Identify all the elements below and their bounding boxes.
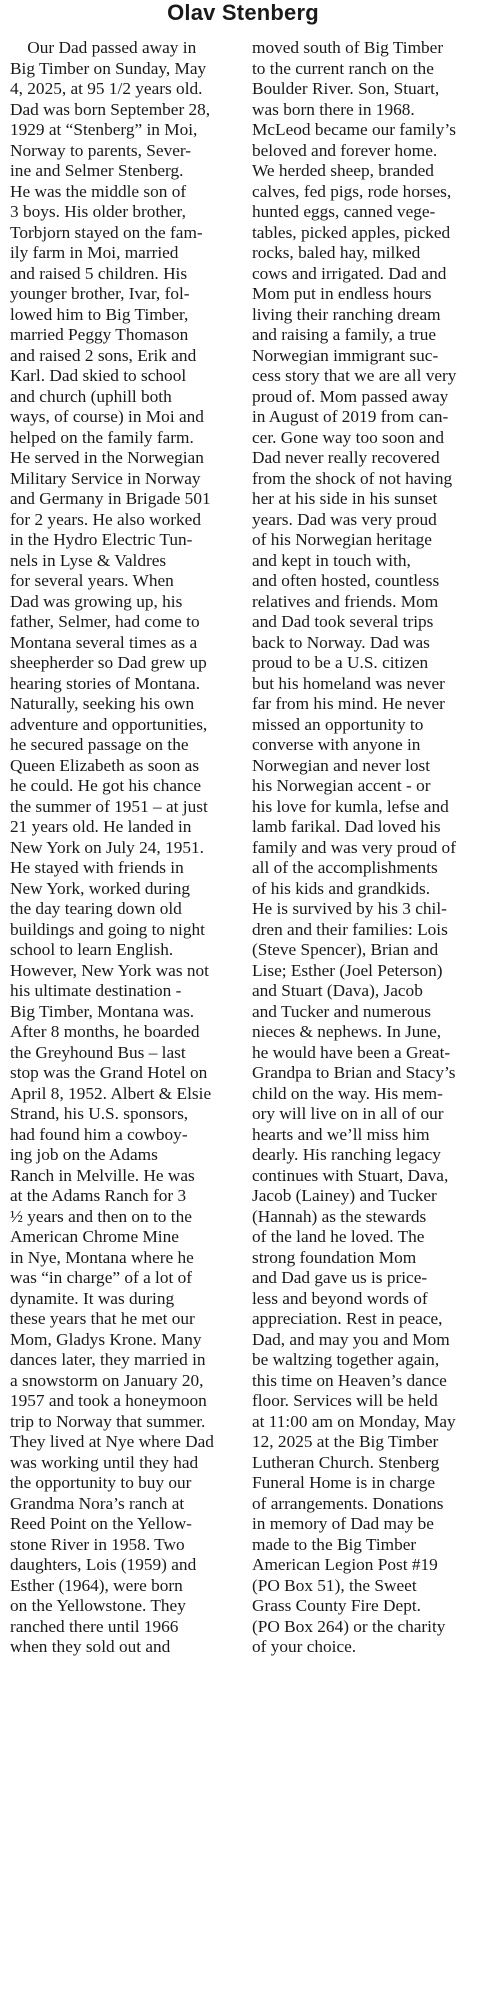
text-line: stop was the Grand Hotel on [10, 1063, 208, 1082]
text-line: Norway to parents, Sever- [10, 140, 192, 160]
text-line: American Chrome Mine [10, 1227, 179, 1246]
text-line: beloved and forever home. [252, 140, 438, 160]
text-line: a snowstorm on January 20, [10, 1370, 204, 1390]
text-line: buildings and going to night [10, 919, 205, 939]
text-line: hunted eggs, canned vege- [252, 202, 436, 221]
text-line: ing job on the Adams [10, 1145, 158, 1164]
text-line: family and was very proud of [252, 837, 456, 857]
text-line: nieces & nephews. In June, [252, 1022, 442, 1041]
text-line: of his kids and grandkids. [252, 878, 431, 898]
text-line: school to learn English. [10, 940, 174, 959]
text-line: proud to be a U.S. citizen [252, 653, 429, 672]
text-line: dearly. His ranching legacy [252, 1145, 441, 1164]
text-line: but his homeland was never [252, 673, 445, 693]
text-line: sheepherder so Dad grew up [10, 653, 207, 672]
text-line: (PO Box 264) or the charity [252, 1616, 446, 1636]
text-line: and Tucker and numerous [252, 1001, 432, 1021]
text-line: of arrangements. Donations [252, 1493, 444, 1513]
text-line: He was the middle son of [10, 181, 187, 201]
text-line: lamb farikal. Dad loved his [252, 817, 441, 836]
text-line: strong foundation Mom [252, 1247, 417, 1267]
text-line: from the shock of not having [252, 468, 453, 488]
text-line: this time on Heaven’s dance [252, 1370, 447, 1390]
text-line: of your choice. [252, 1637, 357, 1656]
text-line: Lise; Esther (Joel Peterson) [252, 960, 443, 980]
text-line: Military Service in Norway [10, 468, 201, 488]
text-line: less and beyond words of [252, 1288, 428, 1308]
text-line: New York, worked during [10, 878, 191, 898]
text-line: her at his side in his sunset [252, 489, 438, 508]
text-line: in August of 2019 from can- [252, 407, 449, 426]
text-line: was working until they had [10, 1452, 199, 1472]
text-line: They lived at Nye where Dad [10, 1432, 214, 1451]
text-line: hearts and we’ll miss him [252, 1124, 430, 1144]
text-line: Grandpa to Brian and Stacy’s [252, 1063, 456, 1082]
text-line: married Peggy Thomason [10, 325, 189, 344]
text-line: After 8 months, he boarded [10, 1022, 200, 1041]
text-line: and Stuart (Dava), Jacob [252, 981, 423, 1000]
text-line: at the Adams Ranch for 3 [10, 1186, 187, 1205]
text-line: his Norwegian accent - or [252, 776, 431, 795]
text-line: cows and irrigated. Dad and [252, 263, 447, 283]
text-line: (Steve Spencer), Brian and [252, 940, 439, 959]
text-line: younger brother, Ivar, fol- [10, 284, 190, 303]
text-line: of the land he loved. The [252, 1227, 425, 1246]
text-line: years. Dad was very proud [252, 509, 437, 529]
text-line: and raised 5 children. His [10, 263, 188, 283]
text-line: Jacob (Lainey) and Tucker [252, 1186, 437, 1205]
text-line: Norwegian and never lost [252, 755, 431, 775]
text-line: ranched there until 1966 [10, 1616, 179, 1636]
text-line: Norwegian immigrant suc- [252, 345, 439, 365]
text-line: and raised 2 sons, Erik and [10, 345, 197, 365]
text-line: Queen Elizabeth as soon as [10, 755, 200, 775]
text-line: Ranch in Melville. He was [10, 1165, 195, 1185]
text-line: Big Timber, Montana was. [10, 1001, 195, 1021]
text-line: he secured passage on the [10, 735, 189, 754]
text-line: Esther (1964), were born [10, 1575, 183, 1595]
obituary-column-right [252, 38, 486, 1996]
text-line: he could. He got his chance [10, 776, 201, 795]
text-line: trip to Norway that summer. [10, 1411, 206, 1431]
text-line: Our Dad passed away in [10, 38, 197, 57]
text-line: of his Norwegian heritage [252, 530, 432, 549]
text-line: Dad was born September 28, [10, 99, 211, 119]
text-line: was “in charge” of a lot of [10, 1268, 193, 1287]
text-line: tables, picked apples, picked [252, 222, 451, 242]
text-line: calves, fed pigs, rode horses, [252, 181, 452, 201]
text-line: He is survived by his 3 chil- [252, 899, 447, 918]
text-line: and raising a family, a true [252, 325, 437, 344]
text-line: and Dad gave us is price- [252, 1268, 428, 1287]
text-line: hearing stories of Montana. [10, 673, 201, 693]
text-line: all of the accomplishments [252, 858, 438, 877]
text-line: and Dad took several trips [252, 612, 434, 631]
text-line: be waltzing together again, [252, 1350, 440, 1369]
text-line: the day tearing down old [10, 899, 182, 918]
text-line: Naturally, seeking his own [10, 694, 195, 713]
text-line: helped on the family farm. [10, 427, 194, 447]
text-line: these years that he met our [10, 1309, 195, 1328]
text-line: 1957 and took a honeymoon [10, 1391, 207, 1410]
text-line: ½ years and then on to the [10, 1206, 192, 1226]
text-line: (PO Box 51), the Sweet [252, 1575, 417, 1595]
text-line: was born there in 1968. [252, 99, 415, 119]
text-line: father, Selmer, had come to [10, 612, 200, 631]
text-line: missed an opportunity to [252, 714, 424, 734]
text-line: ily farm in Moi, married [10, 243, 179, 262]
text-line: However, New York was not [10, 960, 209, 980]
text-line: at 11:00 am on Monday, May [252, 1411, 456, 1431]
text-line: Karl. Dad skied to school [10, 366, 187, 385]
text-line: dances later, they married in [10, 1350, 206, 1369]
text-line: Dad, and may you and Mom [252, 1329, 450, 1349]
obituary-column-left [10, 38, 246, 1996]
text-line: Grass County Fire Dept. [252, 1596, 421, 1615]
text-line: stone River in 1958. Two [10, 1534, 185, 1554]
text-line: Grandma Nora’s ranch at [10, 1493, 185, 1513]
text-line: 3 boys. His older brother, [10, 202, 186, 221]
text-line: ine and Selmer Stenberg. [10, 161, 184, 180]
text-line: Montana several times as a [10, 632, 198, 652]
text-line: he would have been a Great- [252, 1042, 451, 1062]
text-line: nels in Lyse & Valdres [10, 550, 167, 570]
text-line: had found him a cowboy- [10, 1124, 188, 1144]
text-line: for several years. When [10, 571, 174, 590]
text-line: the opportunity to buy our [10, 1473, 192, 1492]
text-line: moved south of Big Timber [252, 38, 444, 57]
text-line: and Germany in Brigade 501 [10, 489, 211, 508]
text-line: Boulder River. Son, Stuart, [252, 79, 440, 98]
text-line: Reed Point on the Yellow- [10, 1514, 192, 1533]
text-line: 12, 2025 at the Big Timber [252, 1432, 439, 1451]
text-line: the summer of 1951 – at just [10, 796, 208, 816]
text-line: in memory of Dad may be [252, 1514, 434, 1533]
text-line: for 2 years. He also worked [10, 509, 201, 529]
text-line: in Nye, Montana where he [10, 1247, 194, 1267]
text-line: and kept in touch with, [252, 550, 411, 570]
text-line: to the current ranch on the [252, 58, 434, 78]
text-line: (Hannah) as the stewards [252, 1206, 427, 1226]
text-line: converse with anyone in [252, 735, 421, 754]
text-line: 4, 2025, at 95 1/2 years old. [10, 79, 203, 98]
text-line: Funeral Home is in charge [252, 1473, 436, 1492]
text-line: Mom put in endless hours [252, 284, 432, 303]
text-line: in the Hydro Electric Tun- [10, 530, 193, 549]
text-line: daughters, Lois (1959) and [10, 1555, 197, 1574]
text-line: He served in the Norwegian [10, 448, 204, 467]
text-line: He stayed with friends in [10, 858, 184, 877]
text-line: dynamite. It was during [10, 1288, 175, 1308]
text-line: Dad was growing up, his [10, 591, 183, 611]
text-line: ways, of course) in Moi and [10, 407, 204, 426]
text-line: rocks, baled hay, milked [252, 243, 421, 262]
text-line: McLeod became our family’s [252, 120, 456, 139]
text-line: lowed him to Big Timber, [10, 304, 189, 324]
text-line: child on the way. His mem- [252, 1083, 443, 1103]
text-line: 21 years old. He landed in [10, 817, 192, 836]
text-line: continues with Stuart, Dava, [252, 1165, 449, 1185]
text-line: 1929 at “Stenberg” in Moi, [10, 120, 198, 139]
text-line: We herded sheep, branded [252, 161, 434, 180]
text-line: cess story that we are all very [252, 366, 457, 385]
text-line: the Greyhound Bus – last [10, 1042, 186, 1062]
text-line: floor. Services will be held [252, 1391, 438, 1410]
text-line: appreciation. Rest in peace, [252, 1309, 443, 1328]
text-line: his ultimate destination - [10, 981, 182, 1000]
text-line: American Legion Post #19 [252, 1555, 438, 1574]
text-line: far from his mind. He never [252, 694, 445, 713]
text-line: April 8, 1952. Albert & Elsie [10, 1083, 212, 1103]
text-line: when they sold out and [10, 1637, 171, 1656]
text-line: cer. Gone way too soon and [252, 427, 444, 447]
text-line: Dad never really recovered [252, 448, 440, 467]
text-line: his love for kumla, lefse and [252, 796, 449, 816]
text-line: New York on July 24, 1951. [10, 837, 204, 857]
text-line: proud of. Mom passed away [252, 386, 449, 406]
text-line: relatives and friends. Mom [252, 591, 439, 611]
text-line: Big Timber on Sunday, May [10, 58, 207, 78]
text-line: adventure and opportunities, [10, 714, 208, 734]
text-line: living their ranching dream [252, 304, 441, 324]
text-line: made to the Big Timber [252, 1534, 417, 1554]
text-line: Torbjorn stayed on the fam- [10, 222, 203, 242]
text-line: dren and their families: Lois [252, 919, 448, 939]
obituary-title: Olav Stenberg [167, 0, 319, 25]
text-line: on the Yellowstone. They [10, 1596, 186, 1615]
text-line: and often hosted, countless [252, 571, 440, 590]
text-line: and church (uphill both [10, 386, 172, 406]
text-line: Strand, his U.S. sponsors, [10, 1104, 189, 1123]
text-line: Mom, Gladys Krone. Many [10, 1329, 202, 1349]
text-line: ory will live on in all of our [252, 1104, 444, 1123]
text-line: back to Norway. Dad was [252, 632, 430, 652]
text-line: Lutheran Church. Stenberg [252, 1452, 440, 1472]
